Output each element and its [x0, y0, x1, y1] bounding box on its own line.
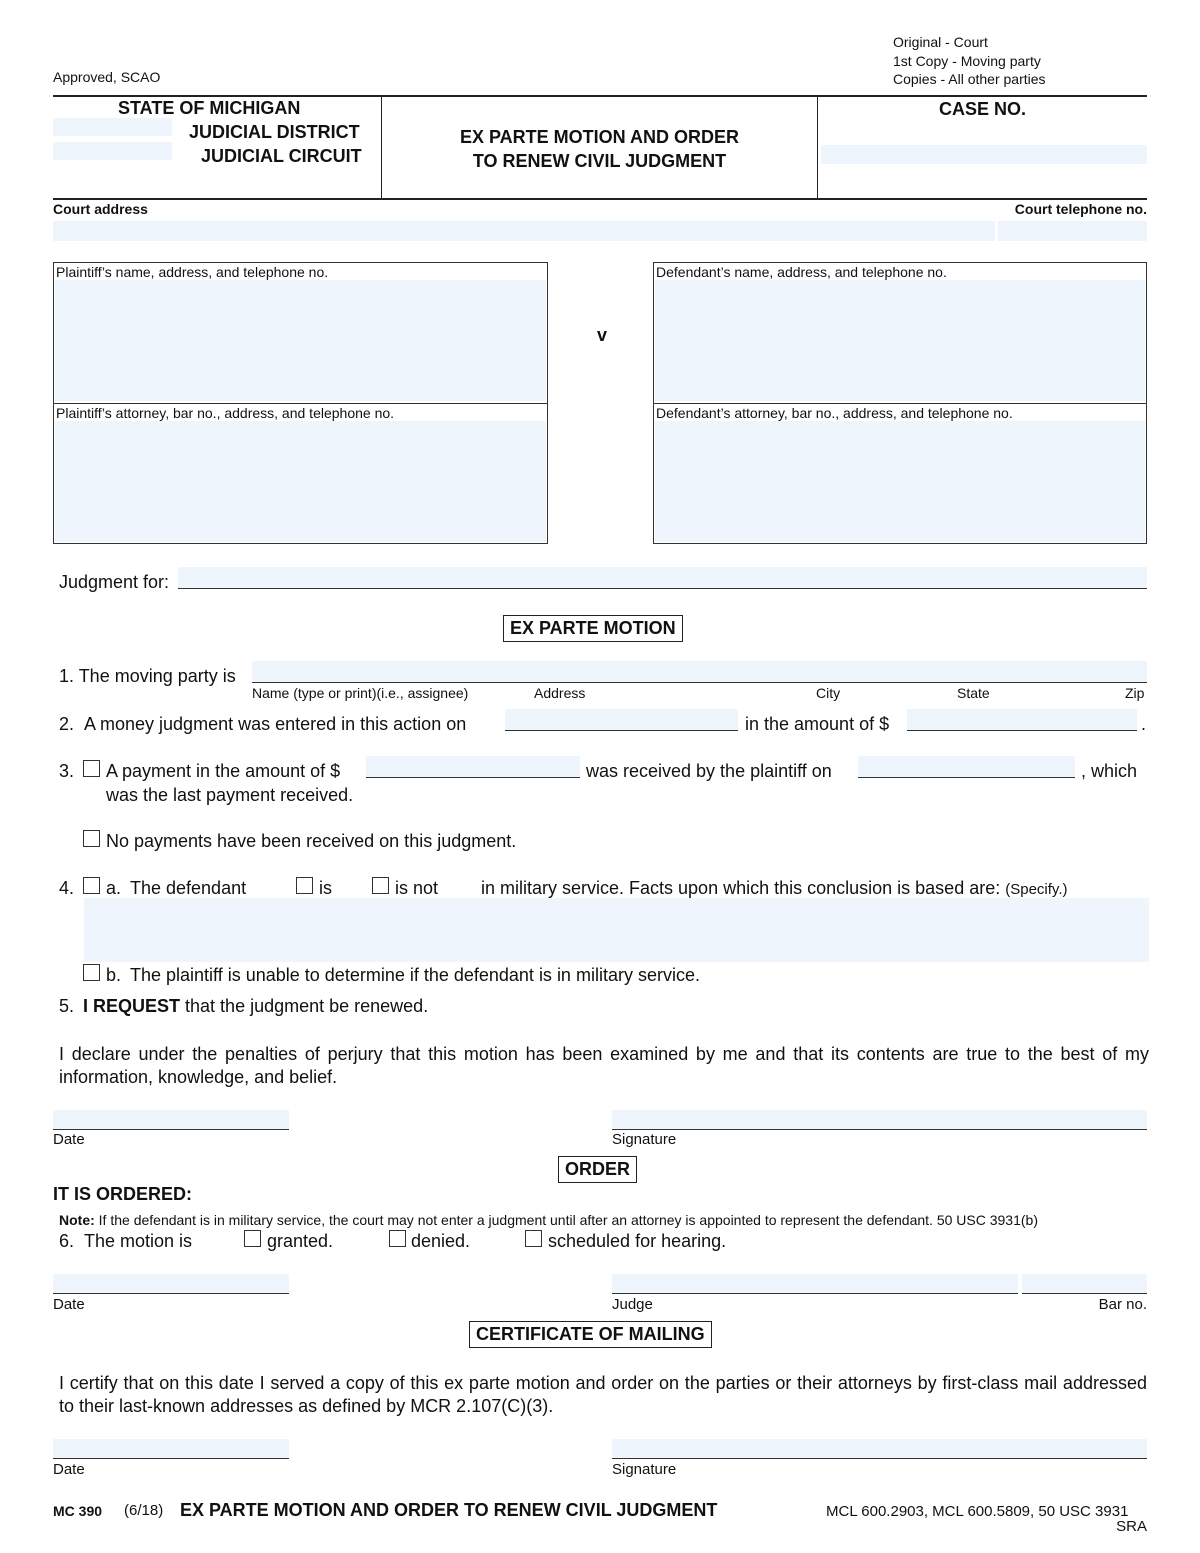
case-no-label: CASE NO. — [938, 99, 1026, 119]
item4a-checkbox[interactable] — [83, 877, 100, 894]
motion-date-label: Date — [53, 1131, 85, 1148]
motion-signature-label: Signature — [612, 1131, 677, 1148]
scheduled-label: scheduled for hearing. — [548, 1231, 727, 1251]
defendant-input[interactable] — [655, 280, 1145, 401]
order-date-label: Date — [53, 1296, 85, 1313]
footer-title: EX PARTE MOTION AND ORDER TO RENEW CIVIL JUDGMENT — [180, 1500, 718, 1520]
defendant-box — [653, 262, 1147, 544]
court-address-label: Court address — [53, 201, 148, 217]
defendant-label: Defendant’s name, address, and telephone no. — [656, 264, 947, 280]
form-title — [382, 125, 817, 173]
certificate-signature-input[interactable] — [612, 1439, 1147, 1459]
copies-distribution — [893, 33, 1046, 89]
denied-label: denied. — [411, 1231, 471, 1251]
item5-text — [83, 996, 428, 1017]
form-revision: (6/18) — [124, 1502, 164, 1519]
is-not-label: is not — [395, 878, 439, 898]
note-label: Note: — [59, 1212, 95, 1228]
denied-checkbox[interactable] — [389, 1230, 406, 1247]
certificate-signature-label: Signature — [612, 1461, 677, 1478]
copy-line: 1st Copy - Moving party — [893, 52, 1041, 69]
military-note — [59, 1212, 1038, 1228]
item6-text: The motion is — [84, 1231, 193, 1251]
plaintiff-input[interactable] — [55, 280, 546, 401]
scheduled-checkbox[interactable] — [525, 1230, 542, 1247]
defendant-divider — [654, 403, 1146, 404]
form-number: MC 390 — [53, 1503, 103, 1519]
granted-label: granted. — [267, 1231, 334, 1251]
judgment-date-input[interactable] — [505, 709, 738, 731]
payment-amount-input[interactable] — [366, 756, 580, 778]
item5-request-text: that the judgment be renewed. — [185, 996, 429, 1016]
item4b-text: The plaintiff is unable to determine if the defendant is in military service. — [130, 965, 700, 985]
court-phone-input[interactable] — [998, 221, 1147, 241]
item4b-letter: b. — [106, 965, 122, 985]
moving-party-input[interactable] — [252, 661, 1147, 683]
motion-signature-input[interactable] — [612, 1110, 1147, 1130]
sublabel-city: City — [816, 685, 841, 701]
form-title-line1: EX PARTE MOTION AND ORDER — [459, 127, 739, 147]
header-top-rule — [53, 95, 1147, 97]
judgment-amount-input[interactable] — [907, 709, 1137, 731]
is-label: is — [319, 878, 332, 898]
item2-period: . — [1141, 714, 1147, 734]
sublabel-address: Address — [534, 685, 586, 701]
motion-date-input[interactable] — [53, 1110, 289, 1130]
judicial-district-label: JUDICIAL DISTRICT — [189, 122, 360, 142]
no-payments-checkbox[interactable] — [83, 830, 100, 847]
state-of-michigan: STATE OF MICHIGAN — [118, 98, 301, 118]
footer-sra: SRA — [1116, 1518, 1147, 1535]
item3-text-c: , which — [1081, 761, 1138, 781]
plaintiff-label: Plaintiff’s name, address, and telephone no. — [56, 264, 329, 280]
item2-text-b: in the amount of $ — [745, 714, 890, 734]
judge-label: Judge — [612, 1296, 653, 1313]
item4a-text-b — [481, 878, 1067, 899]
note-text: If the defendant is in military service, the court may not enter a judgment until after an attorney is appointed to represent the defendant. 50 USC 3931(b) — [98, 1212, 1038, 1228]
item4-number: 4. — [59, 878, 75, 898]
granted-checkbox[interactable] — [244, 1230, 261, 1247]
plaintiff-divider — [54, 403, 547, 404]
judgment-for-input[interactable] — [178, 567, 1147, 589]
item1-label: 1. The moving party is — [59, 666, 236, 686]
district-input[interactable] — [53, 118, 172, 136]
item4a-text: The defendant — [130, 878, 247, 898]
item2-number: 2. — [59, 714, 75, 734]
last-payment-checkbox[interactable] — [83, 760, 100, 777]
item4b-checkbox[interactable] — [83, 964, 100, 981]
defendant-attorney-input[interactable] — [655, 421, 1145, 542]
item3-text-a: A payment in the amount of $ — [106, 761, 341, 781]
item4a-facts-text: in military service. Facts upon which this conclusion is based are: — [481, 878, 1001, 898]
defendant-attorney-label: Defendant’s attorney, bar no., address, and telephone no. — [656, 405, 1013, 421]
perjury-declaration: I declare under the penalties of perjury that this motion has been examined by me and that its contents are true to the best of my information, knowledge, and belief. — [59, 1044, 1149, 1087]
judge-signature-input[interactable] — [612, 1274, 1018, 1294]
certificate-heading: CERTIFICATE OF MAILING — [469, 1321, 712, 1348]
payment-date-input[interactable] — [858, 756, 1075, 778]
versus-label: v — [597, 325, 608, 345]
header-bottom-rule — [53, 198, 1147, 200]
sublabel-name: Name (type or print)(i.e., assignee) — [252, 685, 469, 701]
plaintiff-attorney-input[interactable] — [55, 421, 546, 542]
item3-number: 3. — [59, 761, 75, 781]
bar-no-label: Bar no. — [1098, 1296, 1147, 1313]
plaintiff-box — [53, 262, 548, 544]
sublabel-state: State — [957, 685, 990, 701]
no-payments-label: No payments have been received on this judgment. — [106, 831, 517, 851]
approved-label: Approved, SCAO — [53, 69, 161, 85]
certificate-date-input[interactable] — [53, 1439, 289, 1459]
i-request-label: I REQUEST — [83, 996, 181, 1016]
specify-label: (Specify.) — [1005, 881, 1068, 898]
military-facts-input[interactable] — [84, 898, 1149, 962]
item3-text-d: was the last payment received. — [106, 785, 354, 805]
form-title-line2: TO RENEW CIVIL JUDGMENT — [472, 151, 727, 171]
is-military-checkbox[interactable] — [296, 877, 313, 894]
order-heading: ORDER — [558, 1156, 637, 1183]
case-no-input[interactable] — [821, 145, 1147, 164]
judicial-circuit-label: JUDICIAL CIRCUIT — [201, 146, 362, 166]
item3-text-b: was received by the plaintiff on — [586, 761, 832, 781]
item5-number: 5. — [59, 996, 75, 1016]
certificate-date-label: Date — [53, 1461, 85, 1478]
court-address-input[interactable] — [53, 221, 995, 241]
item6-number: 6. — [59, 1231, 75, 1251]
copy-line: Copies - All other parties — [893, 71, 1046, 87]
circuit-input[interactable] — [53, 142, 172, 160]
item2-text-a: A money judgment was entered in this action on — [84, 714, 467, 734]
ex-parte-motion-heading: EX PARTE MOTION — [503, 615, 683, 642]
is-not-military-checkbox[interactable] — [372, 877, 389, 894]
plaintiff-attorney-label: Plaintiff’s attorney, bar no., address, and telephone no. — [56, 405, 395, 421]
it-is-ordered-label: IT IS ORDERED: — [53, 1184, 193, 1204]
judgment-for-label: Judgment for: — [59, 572, 170, 592]
footer-statutes: MCL 600.2903, MCL 600.5809, 50 USC 3931 — [826, 1503, 1129, 1520]
certificate-text: I certify that on this date I served a copy of this ex parte motion and order on the parties or their attorneys by first-class mail addressed to their last-known addresses as defined by MCR 2.107(C)(3). — [59, 1373, 1147, 1416]
item4a-letter: a. — [106, 878, 122, 898]
court-phone-label: Court telephone no. — [1014, 201, 1147, 217]
order-date-input[interactable] — [53, 1274, 289, 1294]
sublabel-zip: Zip — [1125, 685, 1145, 701]
copy-line: Original - Court — [893, 34, 988, 50]
judge-bar-no-input[interactable] — [1022, 1274, 1147, 1294]
